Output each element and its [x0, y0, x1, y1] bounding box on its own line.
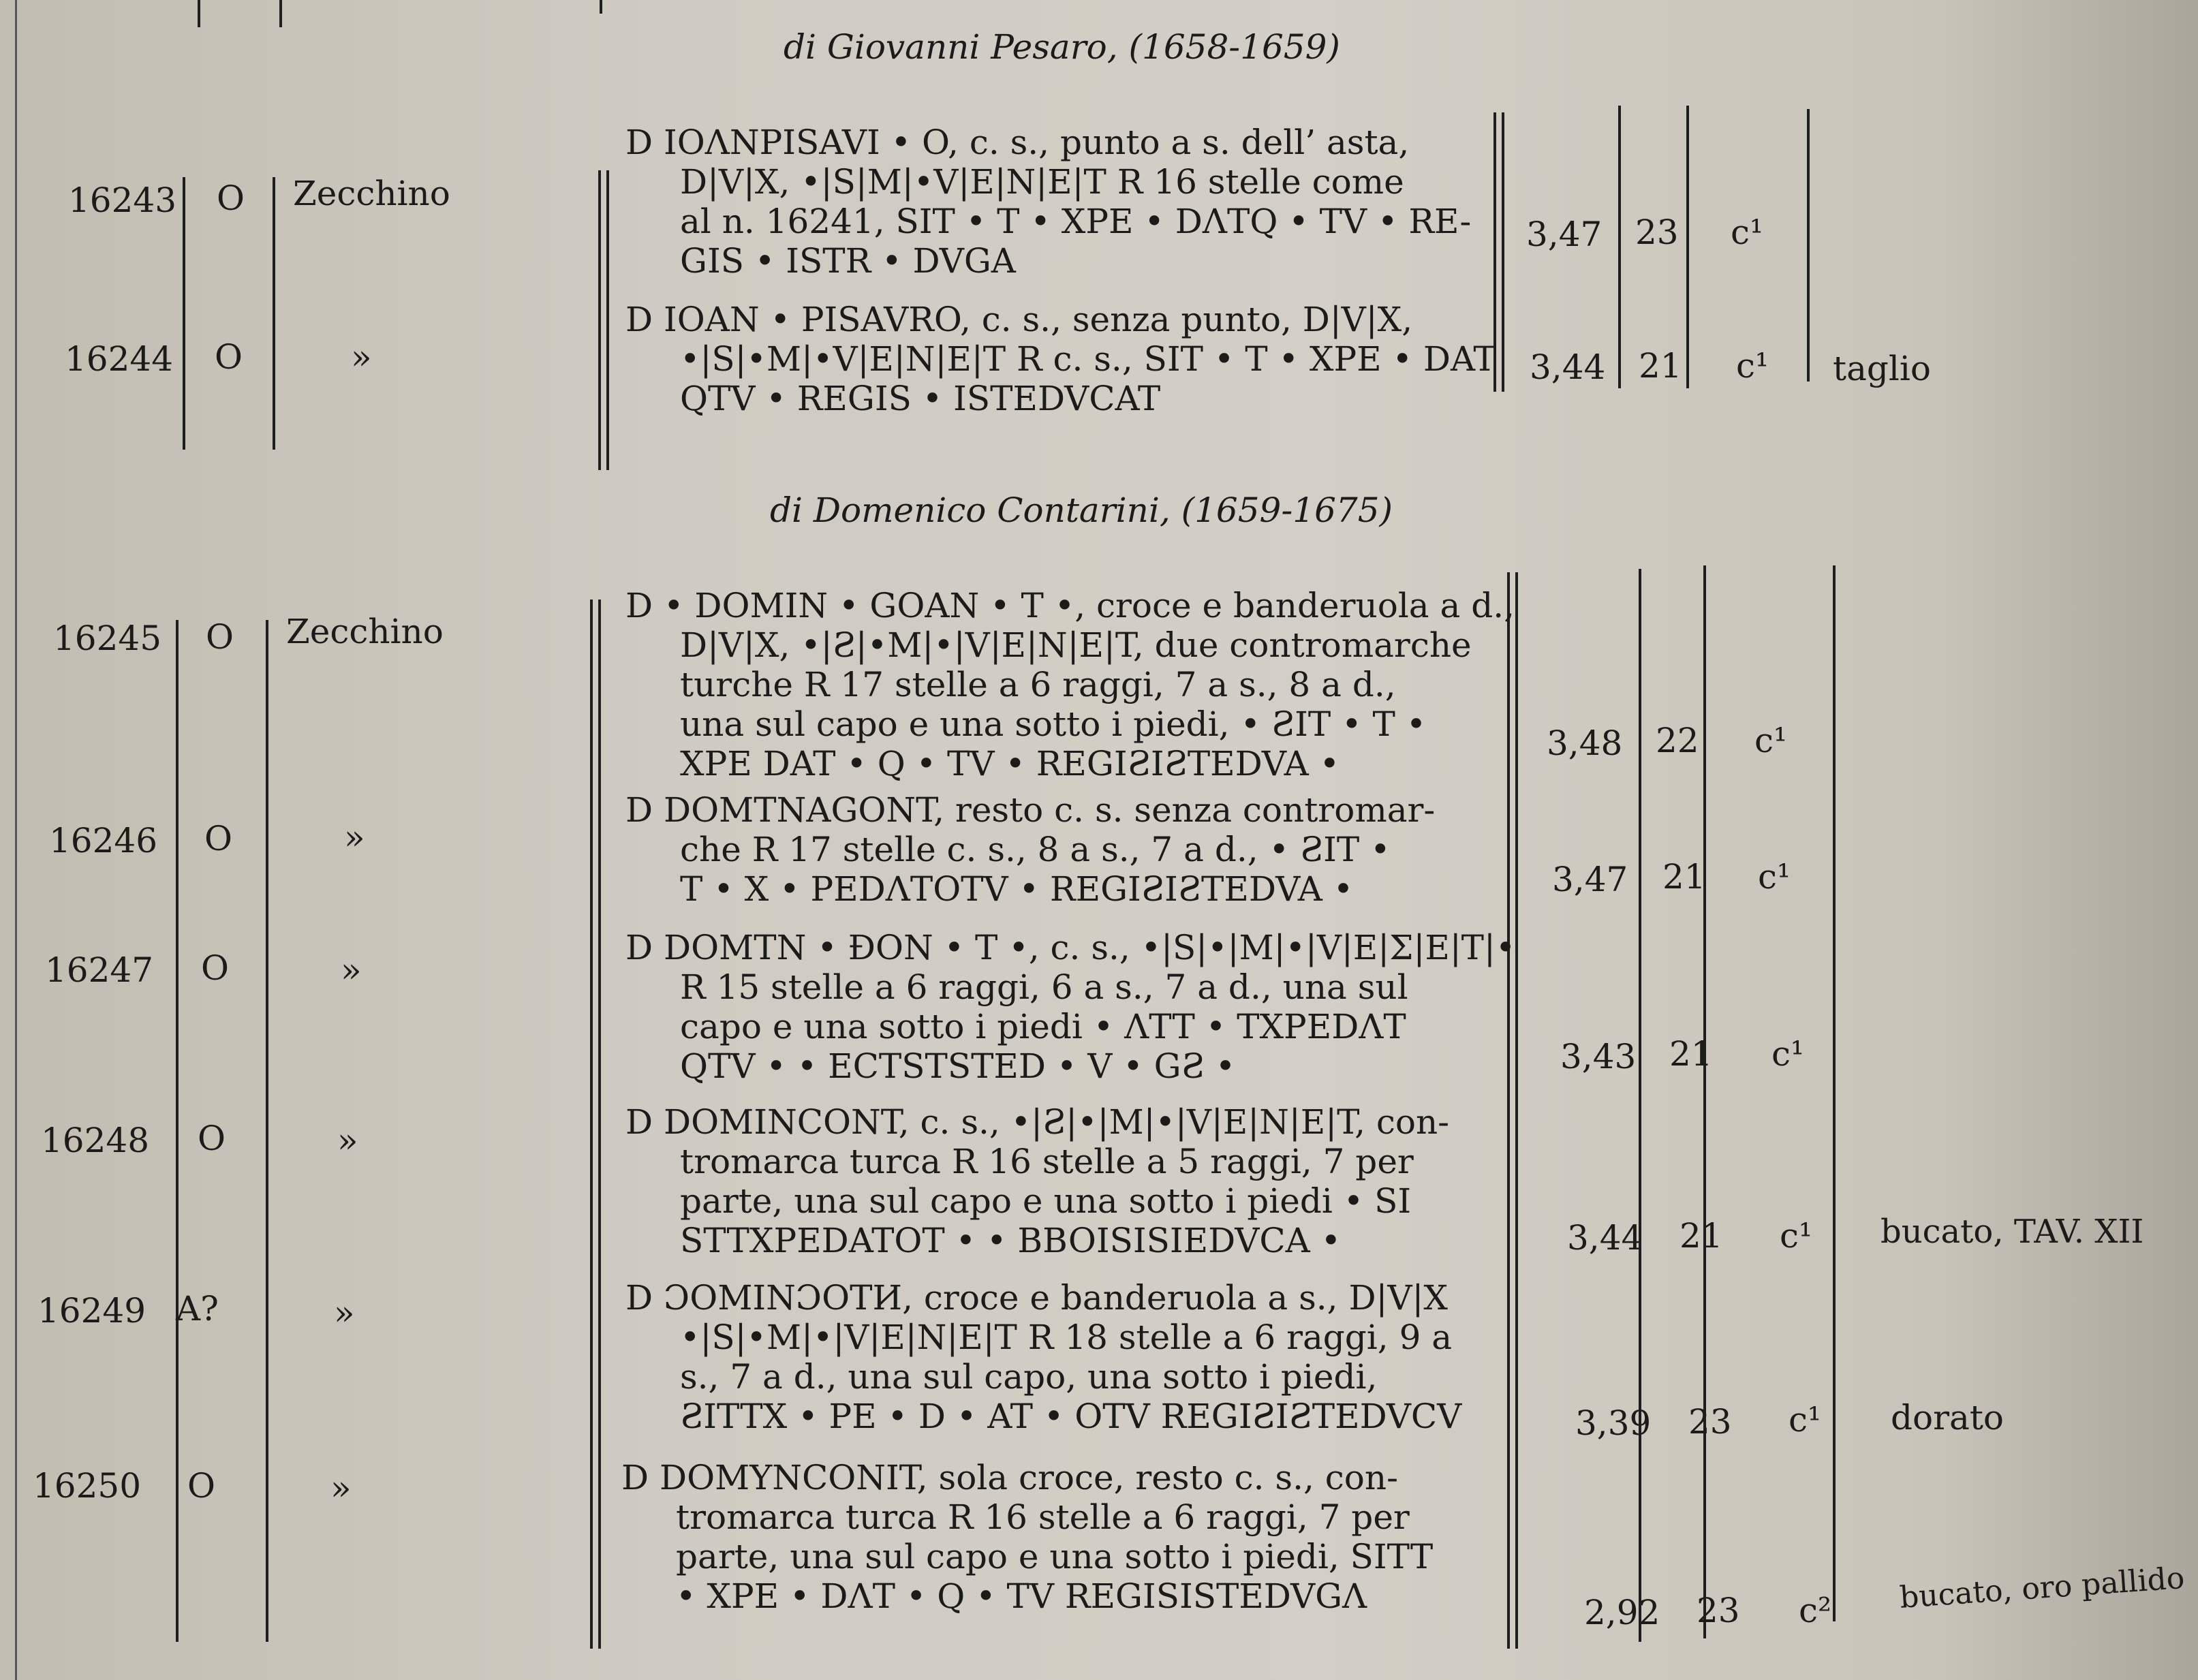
- entry-description: [625, 123, 1471, 281]
- description-line: D DOMTNAGONT, resto c. s. senza contromar-: [625, 790, 1436, 830]
- entry-denomination: »: [341, 950, 362, 990]
- entry-metal: O: [201, 948, 229, 988]
- description-line: D IOAN • PISAVRO, c. s., senza punto, D|V|X,: [625, 300, 1413, 339]
- column-rule: [590, 600, 593, 1649]
- description-line: D • DOMIN • GOAN • T •, croce e banderuola a d.,: [625, 586, 1515, 625]
- description-line: T • X • PEDΛTOTV • REGIƧIƧTEDVA •: [680, 869, 1354, 909]
- entry-diameter: 23: [1635, 213, 1679, 252]
- section-title: di Giovanni Pesaro, (1658-1659): [784, 27, 1340, 67]
- column-rule: [279, 0, 282, 27]
- entry-number: 16245: [53, 619, 162, 658]
- entry-weight: 3,47: [1552, 860, 1628, 899]
- entry-description: [621, 1458, 1433, 1616]
- entry-metal: O: [215, 337, 243, 377]
- description-line: parte, una sul capo e una sotto i piedi, SITT: [676, 1537, 1434, 1576]
- description-line: D|V|X, •|Ƨ|•M|•|V|E|N|E|T, due contromarche: [680, 625, 1472, 665]
- description-line: • XPE • DΛT • Q • TV REGISISTEDVGΛ: [676, 1576, 1367, 1616]
- entry-denomination: »: [337, 1121, 358, 1160]
- column-rule: [1686, 106, 1689, 388]
- column-rule: [1618, 106, 1621, 388]
- entry-metal: O: [206, 617, 234, 657]
- column-rule: [1515, 572, 1518, 1649]
- section-title: di Domenico Contarini, (1659-1675): [770, 491, 1393, 530]
- entry-number: 16243: [68, 181, 177, 220]
- entry-rarity: c¹: [1736, 346, 1769, 386]
- description-line: tromarca turca R 16 stelle a 6 raggi, 7 per: [676, 1497, 1410, 1537]
- entry-rarity: c²: [1799, 1591, 1832, 1630]
- entry-diameter: 22: [1656, 721, 1699, 760]
- description-line: D DOMINCONT, c. s., •|Ƨ|•|M|•|V|E|N|E|T, con-: [625, 1102, 1450, 1142]
- description-line: •|S|•M|•V|E|N|E|T R c. s., SIT • T • XPE • DAT: [680, 339, 1496, 379]
- entry-number: 16247: [45, 950, 154, 990]
- entry-description: [625, 586, 1515, 783]
- description-line: tromarca turca R 16 stelle a 5 raggi, 7 per: [680, 1142, 1414, 1181]
- entry-denomination: »: [330, 1468, 352, 1508]
- entry-diameter: 23: [1697, 1591, 1740, 1630]
- column-rule: [598, 170, 601, 470]
- column-rule: [198, 0, 200, 27]
- description-line: QTV • REGIS • ISTEDVCAT: [680, 379, 1161, 418]
- description-line: D DOMYNCONIT, sola croce, resto c. s., con-: [621, 1458, 1398, 1497]
- entry-metal: O: [217, 178, 245, 218]
- description-line: capo e una sotto i piedi • ΛTT • TXPEDΛT: [680, 1007, 1406, 1046]
- entry-description: [625, 1102, 1449, 1260]
- entry-rarity: c¹: [1780, 1216, 1813, 1256]
- description-line: una sul capo e una sotto i piedi, • ƧIT • T •: [680, 704, 1427, 744]
- column-rule: [1807, 109, 1810, 382]
- entry-number: 16246: [49, 821, 158, 860]
- description-line: D DOMTN • ƉON • T •, c. s., •|S|•|M|•|V|E|Σ|E|T|•: [625, 928, 1516, 967]
- entry-description: [625, 928, 1515, 1086]
- entry-weight: 3,44: [1530, 347, 1606, 387]
- column-rule: [606, 170, 609, 470]
- entry-denomination: Zecchino: [293, 174, 450, 213]
- column-rule: [176, 620, 179, 1642]
- description-line: turche R 17 stelle a 6 raggi, 7 a s., 8 a d.,: [680, 665, 1396, 704]
- entry-rarity: c¹: [1731, 213, 1764, 252]
- entry-note: taglio: [1833, 349, 1931, 388]
- description-line: R 15 stelle a 6 raggi, 6 a s., 7 a d., una sul: [680, 967, 1408, 1007]
- entry-weight: 3,39: [1575, 1403, 1652, 1443]
- column-rule: [266, 620, 268, 1642]
- description-line: QTV • • ECTSTSTED • V • GƧ •: [680, 1046, 1236, 1086]
- entry-metal: A?: [176, 1289, 219, 1328]
- entry-note: bucato, oro pallido: [1898, 1560, 2186, 1615]
- description-line: D IOΛNPISAVI • O, c. s., punto a s. dell’ asta,: [625, 123, 1410, 162]
- description-line: STTXPEDATOT • • BBOISISIEDVCA •: [680, 1221, 1342, 1260]
- description-line: s., 7 a d., una sul capo, una sotto i piedi,: [680, 1357, 1378, 1397]
- description-line: ƧITTX • PE • D • AT • OTV REGIƧIƧTEDVCV: [680, 1397, 1462, 1436]
- description-line: D|V|X, •|S|M|•V|E|N|E|T R 16 stelle come: [680, 162, 1404, 202]
- entry-description: [625, 790, 1435, 909]
- description-line: parte, una sul capo e una sotto i piedi • SI: [680, 1181, 1412, 1221]
- entry-weight: 3,43: [1560, 1037, 1637, 1076]
- entry-weight: 3,47: [1526, 215, 1603, 254]
- entry-description: [625, 1278, 1461, 1436]
- column-rule: [1703, 565, 1706, 1638]
- entry-rarity: c¹: [1771, 1034, 1805, 1074]
- entry-metal: O: [187, 1466, 215, 1506]
- column-rule: [1833, 565, 1836, 1621]
- entry-weight: 2,92: [1584, 1593, 1660, 1632]
- column-rule: [598, 600, 601, 1649]
- column-rule: [600, 0, 602, 14]
- entry-number: 16249: [37, 1291, 146, 1331]
- entry-diameter: 21: [1639, 346, 1682, 386]
- description-line: che R 17 stelle c. s., 8 a s., 7 a d., • ƧIT •: [680, 830, 1391, 869]
- page-edge-rule: [15, 0, 17, 1680]
- column-rule: [183, 177, 185, 450]
- column-rule: [1502, 112, 1504, 392]
- column-rule: [273, 177, 275, 450]
- entry-description: [625, 300, 1496, 418]
- column-rule: [1639, 569, 1641, 1642]
- entry-weight: 3,44: [1567, 1218, 1643, 1258]
- entry-number: 16250: [33, 1466, 142, 1506]
- entry-diameter: 21: [1662, 857, 1706, 897]
- entry-denomination: Zecchino: [286, 612, 444, 651]
- entry-denomination: »: [344, 818, 365, 857]
- description-line: GIS • ISTR • DVGA: [680, 241, 1016, 281]
- description-line: •|S|•M|•|V|E|N|E|T R 18 stelle a 6 raggi, 9 a: [680, 1318, 1453, 1357]
- entry-note: bucato, TAV. XII: [1880, 1213, 2144, 1251]
- entry-number: 16244: [65, 339, 174, 379]
- description-line: D ƆOMINƆOTИ, croce e banderuola a s., D|V|X: [625, 1278, 1448, 1318]
- entry-weight: 3,48: [1547, 724, 1623, 763]
- description-line: al n. 16241, SIT • T • XPE • DΛTQ • TV • RE-: [680, 202, 1472, 241]
- entry-note: dorato: [1891, 1398, 2004, 1437]
- entry-diameter: 21: [1680, 1216, 1723, 1256]
- description-line: XPE DAT • Q • TV • REGIƧIƧTEDVA •: [680, 744, 1340, 783]
- entry-rarity: c¹: [1754, 721, 1788, 760]
- entry-denomination: »: [351, 337, 372, 377]
- entry-rarity: c¹: [1789, 1400, 1822, 1440]
- entry-denomination: »: [334, 1293, 355, 1333]
- entry-metal: O: [198, 1119, 226, 1158]
- entry-diameter: 23: [1688, 1402, 1732, 1442]
- entry-metal: O: [204, 819, 232, 858]
- entry-diameter: 21: [1669, 1034, 1713, 1074]
- entry-rarity: c¹: [1758, 857, 1791, 897]
- entry-number: 16248: [41, 1121, 150, 1160]
